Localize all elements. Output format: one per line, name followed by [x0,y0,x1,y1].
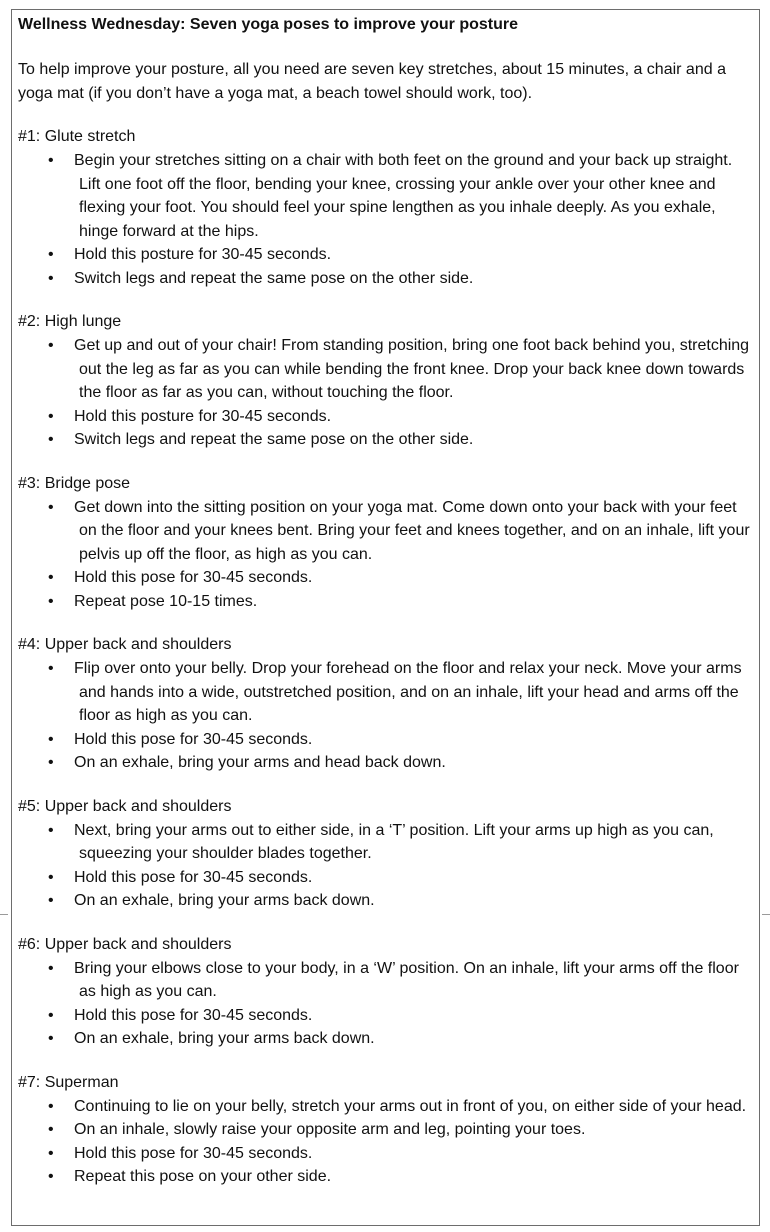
step-text: Hold this posture for 30-45 seconds. [74,246,332,263]
bullet-icon: • [48,754,54,771]
step-text: On an exhale, bring your arms and head back down. [74,754,446,771]
step-text: Get up and out of your chair! From standing position, bring one foot back behind you, stretching out the leg as far as you can while bending the front knee. Drop your back knee down towards the floor as far as you can, without touching the floor. [74,337,750,401]
step-list [18,657,753,775]
step-text: Next, bring your arms out to either side, in a ‘T’ position. Lift your arms up high as you can, squeezing your shoulder blades together. [74,821,714,862]
bullet-icon: • [48,592,54,610]
step-text: Hold this posture for 30-45 seconds. [74,407,332,425]
section-heading: #7: Superman [18,1073,119,1091]
list-item [44,751,753,775]
bullet-icon: • [48,407,54,425]
step-text: Get down into the sitting position on your yoga mat. Come down onto your back with your feet on the floor and your knees bent. Bring your feet and knees together, and on an inhale, lift your pelvis up off the floor, as high as you can. [74,498,750,563]
step-list [18,819,753,913]
bullet-icon: • [48,730,54,748]
section-heading: #6: Upper back and shoulders [18,935,232,953]
pose-section-1 [18,125,753,290]
step-text: Continuing to lie on your belly, stretch your arms out in front of you, on either side of your head. [74,1097,747,1115]
pose-section-5 [18,795,753,913]
list-item [44,496,753,567]
step-list [18,496,753,614]
step-text: Hold this pose for 30-45 seconds. [74,730,313,748]
step-text: Hold this pose for 30-45 seconds. [74,1144,313,1162]
bullet-icon: • [48,821,54,839]
intro-paragraph: To help improve your posture, all you need are seven key stretches, about 15 minutes, a chair and a yoga mat (if you don’t have a yoga mat, a beach towel should work, too). [18,61,726,102]
list-item [44,1095,753,1119]
bullet-icon: • [48,1168,54,1185]
bullet-icon: • [48,269,54,287]
list-item [44,1027,753,1051]
list-item [44,428,753,452]
bullet-icon: • [48,431,54,448]
step-text: Repeat pose 10-15 times. [74,592,258,610]
section-heading: #1: Glute stretch [18,128,136,145]
bullet-icon: • [48,660,54,677]
bullet-icon: • [48,498,54,516]
list-item [44,1118,753,1142]
step-text: Switch legs and repeat the same pose on the other side. [74,431,474,448]
section-heading: #4: Upper back and shoulders [18,636,232,653]
list-item [44,405,753,429]
pose-sections [18,125,753,1189]
list-item [44,1004,753,1028]
step-text: Begin your stretches sitting on a chair with both feet on the ground and your back up straight. Lift one foot off the floor, bending your knee, crossing your ankle over your other knee and flexing your foot. You should feel your spine lengthen as you inhale deeply. As you exhale, hinge forward at the hips. [74,152,733,240]
pose-section-7 [18,1071,753,1189]
bullet-icon: • [48,152,54,169]
list-item [44,149,753,243]
bullet-icon: • [48,868,54,886]
pose-section-6 [18,933,753,1051]
section-heading: #2: High lunge [18,313,122,330]
step-text: Hold this pose for 30-45 seconds. [74,1006,313,1024]
list-item [44,819,753,866]
step-text: On an inhale, slowly raise your opposite arm and leg, pointing your toes. [74,1121,586,1138]
section-heading: #5: Upper back and shoulders [18,797,232,815]
step-text: Flip over onto your belly. Drop your forehead on the floor and relax your neck. Move your arms and hands into a wide, outstretched position, and on an inhale, lift your head and arms off the floor as high as you can. [74,660,742,724]
list-item [44,566,753,590]
list-item [44,657,753,728]
bullet-icon: • [48,1144,54,1162]
list-item [44,267,753,291]
list-item [44,957,753,1004]
pose-section-3 [18,472,753,614]
step-list [18,149,753,290]
bullet-icon: • [48,1006,54,1024]
pose-section-4 [18,633,753,775]
list-item [44,1142,753,1166]
bullet-icon: • [48,1097,54,1115]
page-edge-mark-right [762,914,770,915]
bullet-icon: • [48,1030,54,1047]
bullet-icon: • [48,569,54,586]
step-text: Hold this pose for 30-45 seconds. [74,569,313,586]
step-text: On an exhale, bring your arms back down. [74,892,375,909]
list-item [44,590,753,614]
document-title: Wellness Wednesday: Seven yoga poses to improve your posture [18,16,518,33]
document-frame [11,9,760,1226]
bullet-icon: • [48,337,54,354]
step-list [18,1095,753,1189]
list-item [44,243,753,267]
list-item [44,334,753,405]
list-item [44,1165,753,1189]
list-item [44,889,753,913]
list-item [44,866,753,890]
step-list [18,957,753,1051]
bullet-icon: • [48,959,54,977]
step-text: On an exhale, bring your arms back down. [74,1030,375,1047]
pose-section-2 [18,310,753,452]
bullet-icon: • [48,246,54,263]
step-text: Repeat this pose on your other side. [74,1168,332,1185]
step-text: Switch legs and repeat the same pose on the other side. [74,269,474,287]
bullet-icon: • [48,1121,54,1138]
step-text: Hold this pose for 30-45 seconds. [74,868,313,886]
list-item [44,728,753,752]
step-list [18,334,753,452]
page-edge-mark-left [0,914,8,915]
section-heading: #3: Bridge pose [18,474,131,492]
bullet-icon: • [48,892,54,909]
step-text: Bring your elbows close to your body, in a ‘W’ position. On an inhale, lift your arms off the floor as high as you can. [74,959,739,1000]
